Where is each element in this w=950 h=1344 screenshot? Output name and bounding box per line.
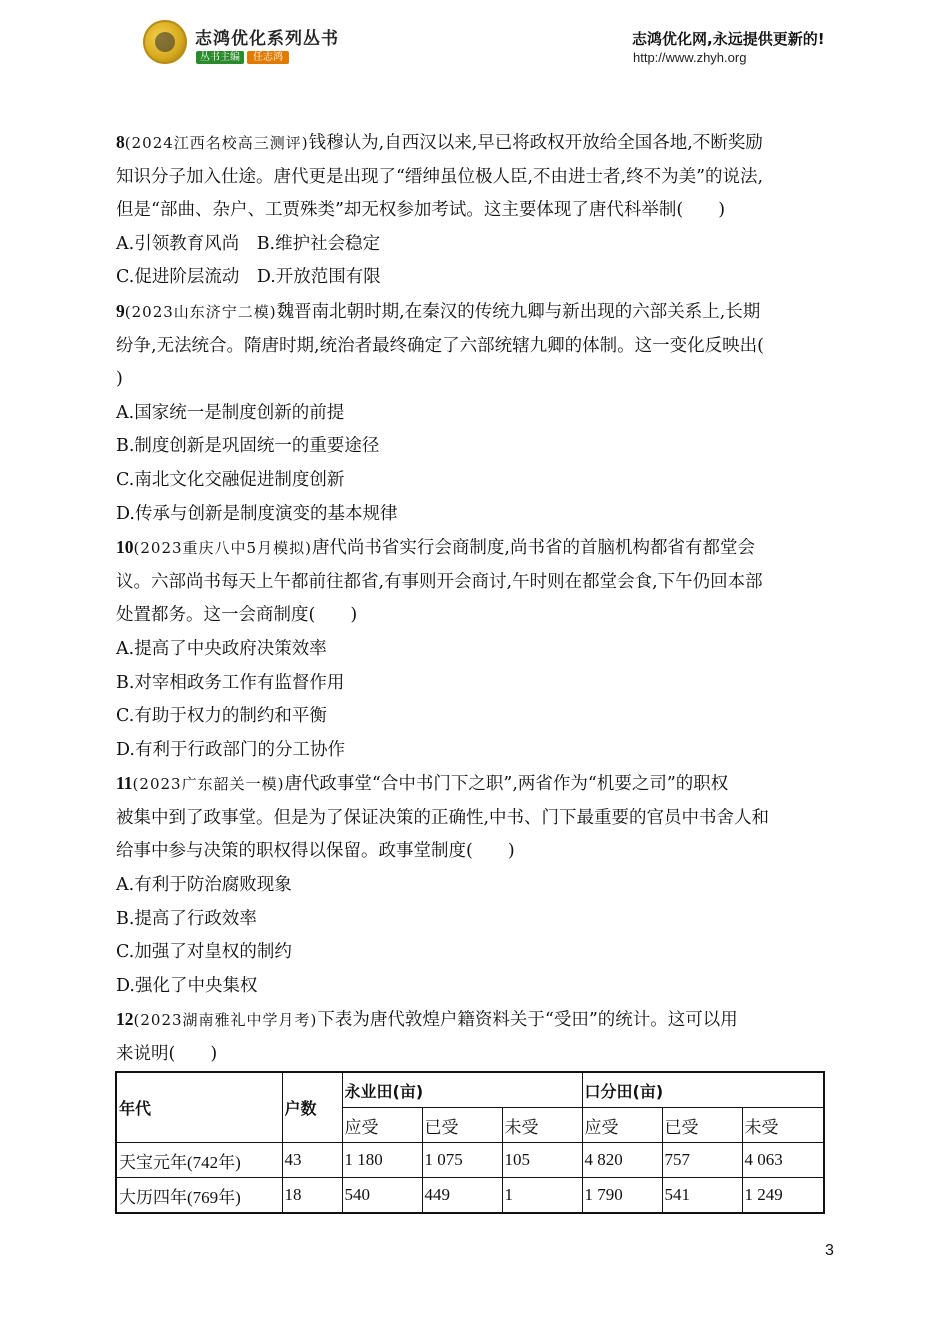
question-number: 10 [116,537,134,558]
table-cell: 1 180 [342,1143,422,1178]
subheader-cell: 未受 [742,1108,824,1143]
subheader-cell: 应受 [342,1108,422,1143]
question-text-line: 唐代政事堂“合中书门下之职”,两省作为“机要之司”的职权 [284,774,729,795]
table-cell: 4 063 [742,1143,824,1178]
header-year: 年代 [116,1072,282,1143]
question-text-line: 处置都务。这一会商制度( ) [116,605,358,626]
site-url-link[interactable]: http://www.zhyh.org [633,50,747,65]
header-households: 户数 [282,1072,342,1143]
question-12 [116,1003,840,1071]
question-10 [116,531,840,767]
table-cell: 天宝元年(742年) [116,1143,282,1178]
brand-logo-icon [143,20,187,64]
question-9 [116,295,840,531]
question-text-line: 钱穆认为,自西汉以来,早已将政权开放给全国各地,不断奖励 [308,133,763,153]
table-cell: 105 [502,1143,582,1178]
question-source: (2023重庆八中5月模拟) [133,539,312,558]
answer-option: A.有利于防治腐败现象 [116,875,292,896]
header-yongye-field: 永业田(亩) [342,1072,582,1108]
answer-option: C.南北文化交融促进制度创新 [116,469,345,490]
answer-option: B.对宰相政务工作有监督作用 [116,672,345,693]
subheader-cell: 未受 [502,1108,582,1143]
question-source: (2023山东济宁二模) [124,302,277,321]
header-koufen-field: 口分田(亩) [582,1072,824,1108]
question-8 [116,126,840,295]
table-cell: 43 [282,1143,342,1178]
table-cell: 18 [282,1178,342,1214]
question-text-line: 来说明( ) [116,1044,218,1065]
table-cell: 大历四年(769年) [116,1178,282,1214]
table-cell: 1 [502,1178,582,1214]
answer-option: D.传承与创新是制度演变的基本规律 [116,503,398,524]
question-text-line: 魏晋南北朝时期,在秦汉的传统九卿与新出现的六部关系上,长期 [276,301,761,322]
table-cell: 540 [342,1178,422,1214]
question-list [116,126,840,1072]
answer-option: C.促进阶层流动 D.开放范围有限 [116,267,381,288]
question-text-line: 下表为唐代敦煌户籍资料关于“受田”的统计。这可以用 [317,1010,738,1031]
table-row [116,1178,824,1214]
question-source: (2024江西名校高三测评) [124,134,309,152]
question-number: 11 [116,773,133,794]
land-allocation-table-wrap [115,1071,825,1214]
question-stem [116,295,840,330]
subheader-cell: 已受 [662,1108,742,1143]
question-text-line: 给事中参与决策的职权得以保留。政事堂制度( ) [116,841,515,862]
table-cell: 1 790 [582,1178,662,1214]
answer-option: B.提高了行政效率 [116,908,257,929]
table-cell: 757 [662,1143,742,1178]
question-text-line: 唐代尚书省实行会商制度,尚书省的首脑机构都省有都堂会 [311,538,755,559]
site-slogan: 志鸿优化网,永远提供更新的! [632,30,825,48]
question-text-line: 被集中到了政事堂。但是为了保证决策的正确性,中书、门下最重要的官员中书舍人和 [116,807,770,828]
question-stem [116,126,840,161]
question-number: 9 [116,300,125,321]
table-cell: 1 249 [742,1178,824,1214]
answer-option: D.有利于行政部门的分工协作 [116,739,345,760]
subheader-cell: 已受 [422,1108,502,1143]
question-number: 12 [116,1009,134,1030]
question-source: (2023湖南雅礼中学月考) [133,1011,318,1030]
answer-option: C.有助于权力的制约和平衡 [116,706,327,727]
answer-option: A.引领教育风尚 B.维护社会稳定 [116,233,381,254]
question-text-line: 知识分子加入仕途。唐代更是出现了“缙绅虽位极人臣,不由进士者,终不为美”的说法, [116,166,764,187]
question-stem [116,531,840,566]
table-cell: 4 820 [582,1143,662,1178]
table-header-row [116,1072,824,1108]
question-source: (2023广东韶关一模) [132,775,285,794]
table-cell: 541 [662,1178,742,1214]
question-text-line: 议。六部尚书每天上午都前往都省,有事则开会商讨,午时则在都堂会食,下午仍回本部 [116,571,763,592]
answer-option: B.制度创新是巩固统一的重要途径 [116,436,380,457]
question-text-line: ) [116,369,123,390]
brand-subtitle [196,48,289,63]
answer-option: D.强化了中央集权 [116,975,258,996]
brand-title: 志鸿优化系列丛书 [195,29,339,49]
page-header [0,0,950,90]
table-cell: 1 075 [422,1143,502,1178]
subheader-cell: 应受 [582,1108,662,1143]
question-text-line: 但是“部曲、杂户、工贾殊类”却无权参加考试。这主要体现了唐代科举制( ) [116,200,726,221]
brand-sub-value: 任志鸿 [247,51,289,64]
answer-option: A.提高了中央政府决策效率 [116,638,327,659]
page-number: 3 [825,1242,834,1259]
brand-sub-key: 丛书主编 [196,51,244,64]
land-allocation-table [115,1071,825,1214]
question-number: 8 [116,132,125,152]
answer-option: A.国家统一是制度创新的前提 [116,402,345,423]
table-row [116,1143,824,1178]
question-stem [116,1003,840,1038]
table-cell: 449 [422,1178,502,1214]
answer-option: C.加强了对皇权的制约 [116,942,292,963]
question-11 [116,767,840,1003]
question-text-line: 纷争,无法统合。隋唐时期,统治者最终确定了六部统辖九卿的体制。这一变化反映出( [116,335,764,356]
question-stem [116,767,840,802]
